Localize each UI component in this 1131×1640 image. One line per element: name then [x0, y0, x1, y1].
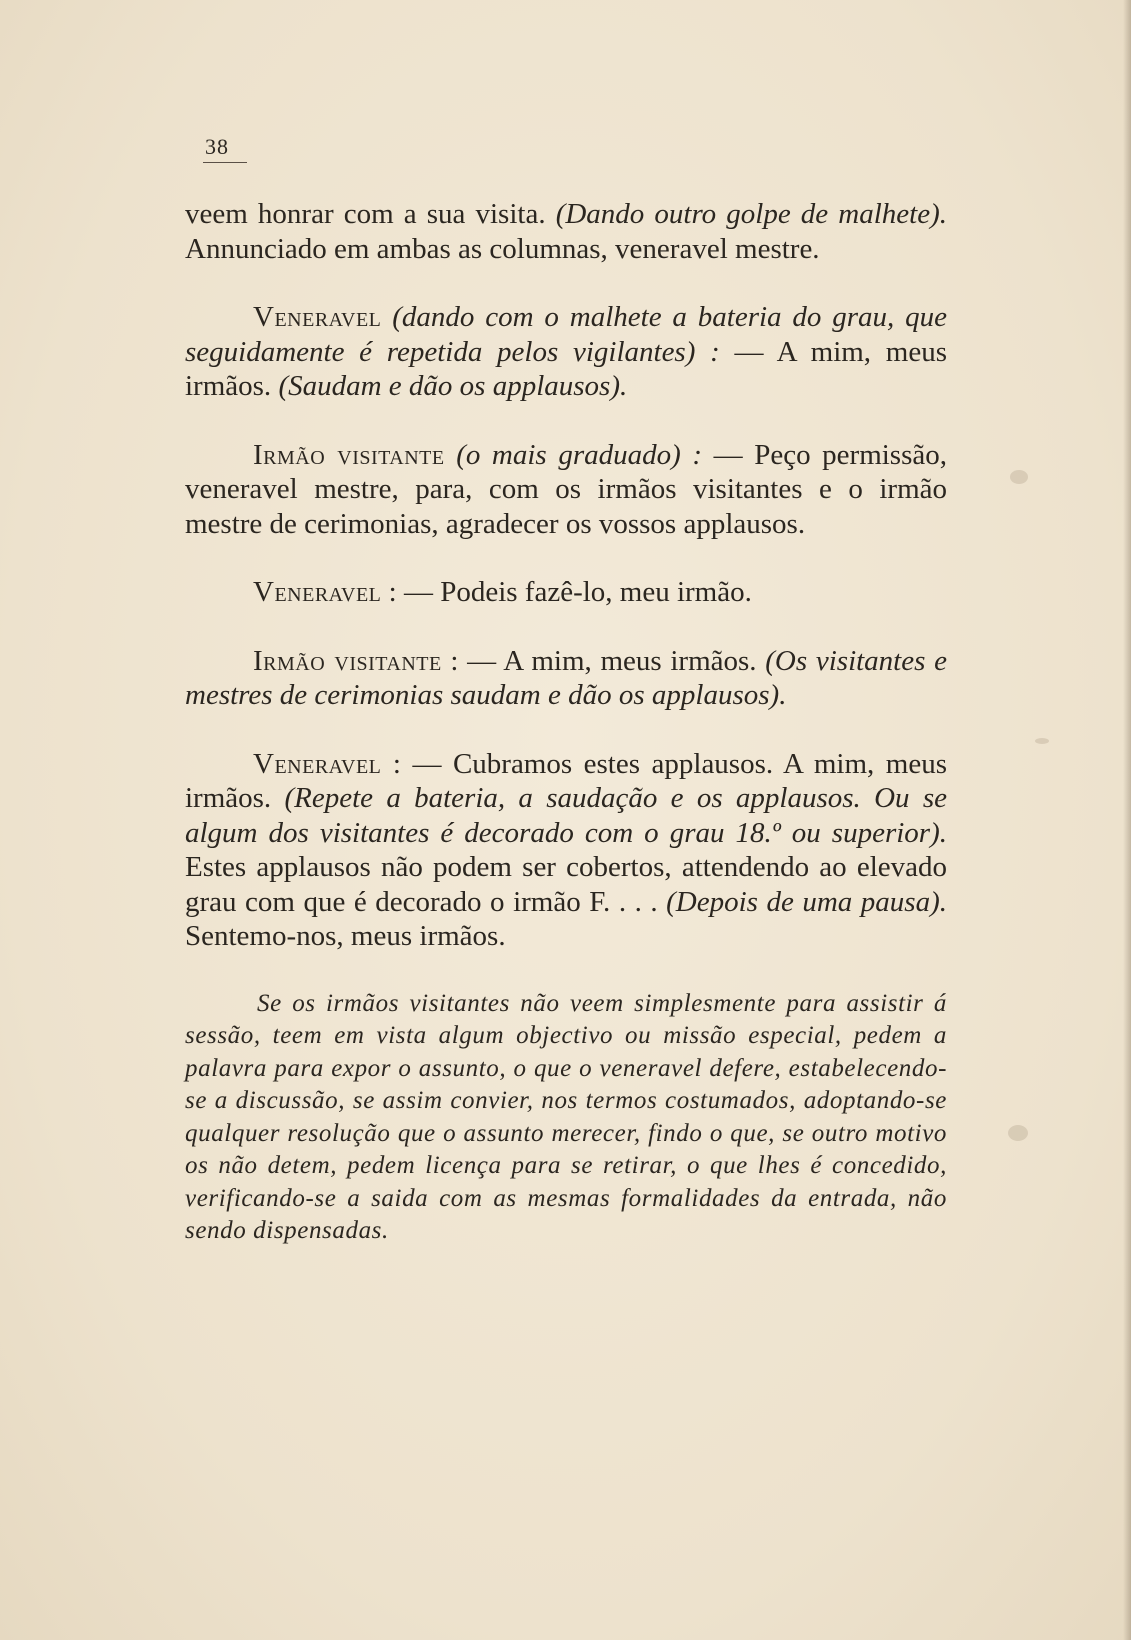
paragraph — [185, 644, 947, 713]
paragraph — [185, 197, 947, 266]
page-body — [185, 197, 947, 1248]
text-segment: Sentemo-nos, meus irmãos. — [185, 920, 506, 952]
page-edge-shadow — [1123, 0, 1131, 1640]
paragraph — [185, 747, 947, 954]
stage-direction: (Repete a bateria, a saudação e os applausos. Ou se algum dos visitantes é decorado com o grau 18.º ou superior). — [185, 782, 948, 849]
paragraph — [185, 438, 947, 542]
speaker-name: Irmão visitante — [253, 438, 445, 471]
stage-direction: (o mais graduado) : — [456, 438, 703, 471]
paragraph — [185, 300, 947, 404]
text-segment: : — A mim, meus irmãos. — [441, 644, 766, 677]
text-segment: veem honrar com a sua visita. — [185, 198, 556, 230]
text-segment — [445, 439, 457, 471]
footnote-paragraph: Se os irmãos visitantes não veem simplesmente para assistir á sessão, teem em vista algum objectivo ou missão especial, pedem a palavra para expor o assunto, o que o veneravel defere, estabelecendo-se a discussão, se assim convier, nos termos costumados, adoptando-se qualquer resolução que o assunto merecer, findo o que, se outro motivo os não detem, pedem licença para se retirar, o que lhes é concedido, verificando-se a saida com as mesmas formalidades da entrada, não sendo dispensadas. — [185, 989, 947, 1244]
page-number: 38 — [203, 134, 247, 163]
text-segment: : — Cubramos estes applausos. A mim, meus irmãos. — [185, 747, 947, 814]
speaker-name: Veneravel — [253, 576, 382, 608]
speaker-name: Irmão visitante — [253, 644, 442, 677]
text-segment — [381, 301, 392, 333]
text-segment: — A mim, meus irmãos. — [185, 335, 947, 402]
text-segment: Estes applausos não podem ser cobertos, attendendo ao elevado grau com que é decorado o irmão F. . . . — [185, 851, 947, 918]
text-segment: : — Podeis fazê-lo, meu irmão. — [381, 576, 752, 608]
stage-direction: (Os visitantes e mestres de cerimonias saudam e dão os applausos). — [185, 644, 947, 711]
speaker-name: Veneravel — [253, 301, 382, 333]
ink-blot — [1035, 738, 1049, 744]
text-segment: — Peço permissão, veneravel mestre, para, com os irmãos visitantes e o irmão mestre de cerimonias, agradecer os vossos applausos. — [185, 438, 947, 540]
text-segment: Annunciado em ambas as columnas, veneravel mestre. — [185, 232, 820, 265]
stage-direction: (Depois de uma pausa). — [666, 885, 948, 918]
stage-direction: (Saudam e dão os applausos). — [278, 370, 628, 402]
stage-direction: (dando com o malhete a bateria do grau, que seguidamente é repetida pelos vigilantes) : — [185, 301, 948, 368]
stage-direction: (Dando outro golpe de malhete). — [555, 198, 947, 230]
speaker-name: Veneravel — [253, 747, 382, 780]
paragraph — [185, 575, 947, 610]
ink-blot — [1010, 470, 1028, 484]
ink-blot — [1008, 1125, 1028, 1141]
